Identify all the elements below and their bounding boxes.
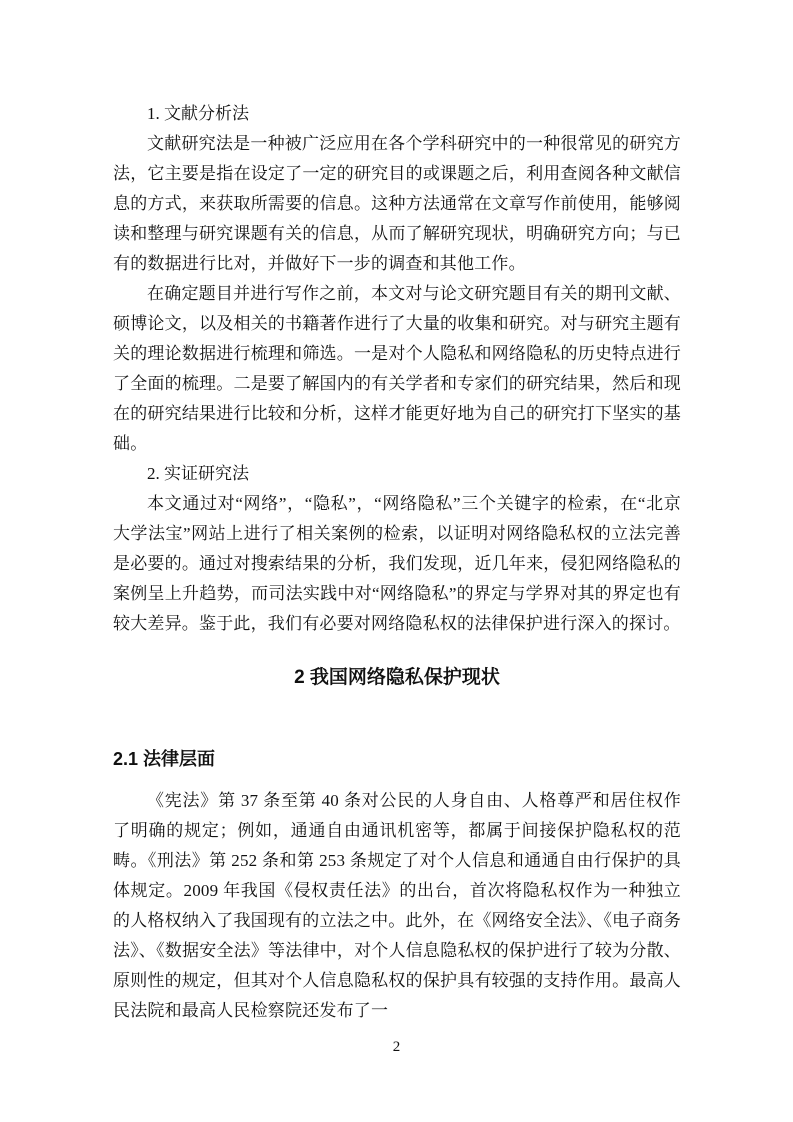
method1-paragraph-1: 文献研究法是一种被广泛应用在各个学科研究中的一种很常见的研究方法，它主要是指在设定了一定的研究目的或课题之后，利用查阅各种文献信息的方式，来获取所需要的信息。这种方法通常在文章写作前使用，能够阅读和整理与研究课题有关的信息，从而了解研究现状，明确研究方向；与已有的数据进行比对，并做好下一步的调查和其他工作。 <box>113 134 681 273</box>
chapter-heading: 2 我国网络隐私保护现状 <box>294 667 500 688</box>
section-heading: 2.1 法律层面 <box>113 749 216 769</box>
method2-title: 2. 实证研究法 <box>147 464 249 483</box>
page-number: 2 <box>392 1039 401 1055</box>
method1-title: 1. 文献分析法 <box>147 104 249 123</box>
method1-paragraph-2: 在确定题目并进行写作之前，本文对与论文研究题目有关的期刊文献、硕博论文，以及相关的书籍著作进行了大量的收集和研究。对与研究主题有关的理论数据进行梳理和筛选。一是对个人隐私和网络隐私的历史特点进行了全面的梳理。二是要了解国内的有关学者和专家们的研究结果，然后和现在的研究结果进行比较和分析，这样才能更好地为自己的研究打下坚实的基础。 <box>113 284 681 453</box>
section-paragraph: 《宪法》第 37 条至第 40 条对公民的人身自由、人格尊严和居住权作了明确的规定；例如，通通自由通讯机密等，都属于间接保护隐私权的范畴。《刑法》第 252 条和第 253 条规定了对个人信息和通通自由行保护的具体规定。2009 年我国《侵权责任法》的出台，首次将隐私权作为一种独立的人格权纳入了我国现有的立法之中。此外，在《网络安全法》、《电子商务法》、《数据安全法》等法律中，对个人信息隐私权的保护进行了较为分散、原则性的规定，但其对个人信息隐私权的保护具有较强的支持作用。最高人民法院和最高人民检察院还发布了一 <box>113 791 681 1020</box>
page-body <box>113 99 681 1026</box>
method2-paragraph: 本文通过对“网络”，“隐私”，“网络隐私”三个关键字的检索，在“北京大学法宝”网站上进行了相关案例的检索，以证明对网络隐私权的立法完善是必要的。通过对搜索结果的分析，我们发现，近几年来，侵犯网络隐私的案例呈上升趋势，而司法实践中对“网络隐私”的界定与学界对其的界定也有较大差异。鉴于此，我们有必要对网络隐私权的法律保护进行深入的探讨。 <box>113 494 681 633</box>
